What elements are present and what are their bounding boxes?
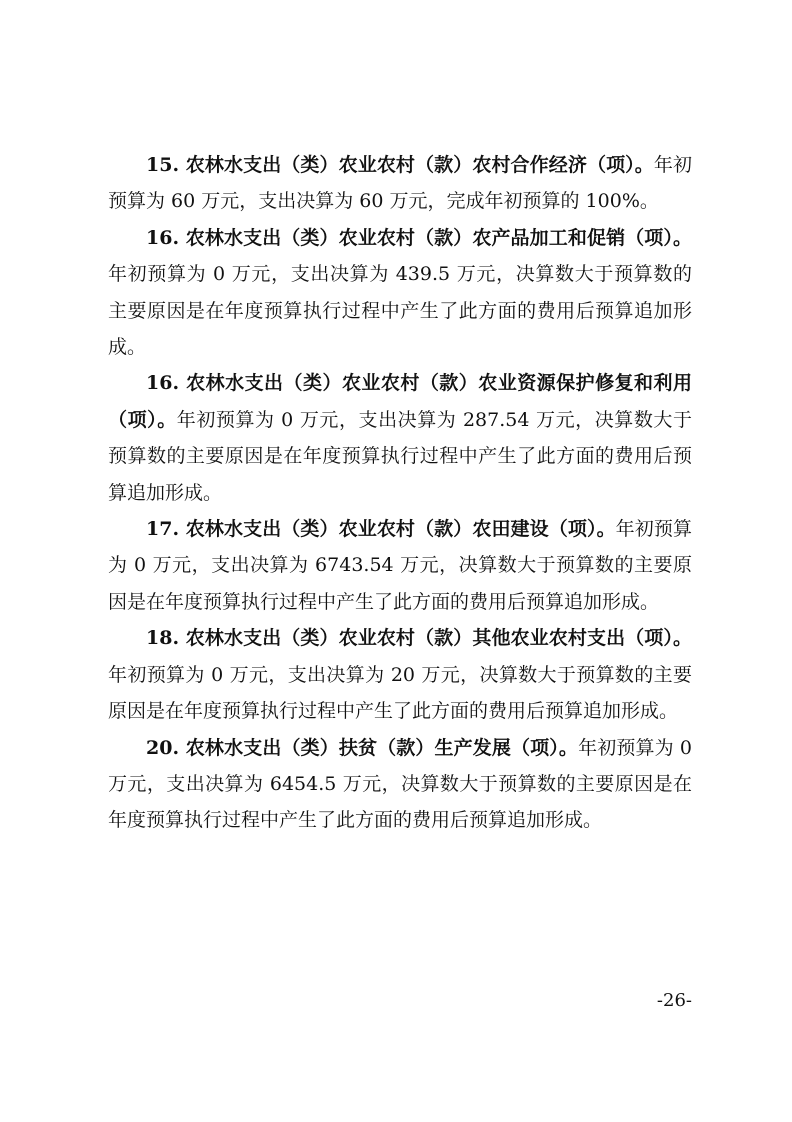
paragraph-text: 年初预算为 60 万元，支出决算为 60 万元，完成年初预算的 100%。	[108, 154, 692, 213]
paragraph-text: 年初预算为 0 万元，支出决算为 6743.54 万元，决算数大于预算数的主要原因是在年度预算执行过程中产生了此方面的费用后预算追加形成。	[108, 518, 692, 613]
paragraph-item-15-cooperative-economy	[108, 147, 692, 220]
paragraph-item-17-farmland-construction	[108, 511, 692, 620]
paragraph-heading: 16. 农林水支出（类）农业农村（款）农业资源保护修复和利用（项）。	[108, 372, 692, 431]
paragraph-heading: 15. 农林水支出（类）农业农村（款）农村合作经济（项）。	[146, 154, 654, 176]
paragraph-item-18-other-agriculture	[108, 620, 692, 729]
paragraph-item-16-processing-promotion	[108, 220, 692, 366]
paragraph-heading: 17. 农林水支出（类）农业农村（款）农田建设（项）。	[146, 518, 616, 541]
paragraph-item-20-production-development	[108, 730, 692, 839]
paragraph-text: 年初预算为 0 万元，支出决算为 20 万元，决算数大于预算数的主要原因是在年度预算执行过程中产生了此方面的费用后预算追加形成。	[108, 663, 692, 723]
page-number: -26-	[656, 990, 692, 1011]
paragraph-text: 年初预算为 0 万元，支出决算为 439.5 万元，决算数大于预算数的主要原因是在年度预算执行过程中产生了此方面的费用后预算追加形成。	[108, 263, 692, 359]
paragraph-heading: 18. 农林水支出（类）农业农村（款）其他农业农村支出（项）。	[146, 627, 692, 650]
paragraph-heading: 16. 农林水支出（类）农业农村（款）农产品加工和促销（项）。	[146, 226, 692, 249]
paragraph-item-16-resource-protection	[108, 365, 692, 511]
paragraph-text: 年初预算为 0 万元，支出决算为 6454.5 万元，决算数大于预算数的主要原因是在年度预算执行过程中产生了此方面的费用后预算追加形成。	[108, 736, 692, 832]
paragraph-heading: 20. 农林水支出（类）扶贫（款）生产发展（项）。	[146, 736, 579, 759]
document-body	[108, 147, 692, 839]
paragraph-text: 年初预算为 0 万元，支出决算为 287.54 万元，决算数大于预算数的主要原因是在年度预算执行过程中产生了此方面的费用后预算追加形成。	[108, 408, 692, 504]
